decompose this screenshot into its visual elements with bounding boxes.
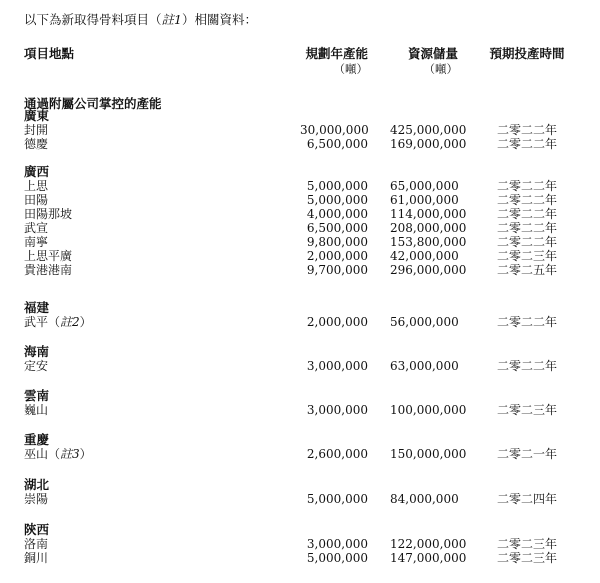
intro-suffix: ）相關資料： <box>181 12 257 27</box>
project-resources: 100,000,000 <box>390 403 467 417</box>
table-row <box>24 447 584 461</box>
project-note: 註3 <box>60 447 80 461</box>
project-note: 註2 <box>60 315 80 329</box>
province-name: 廣西 <box>24 164 50 179</box>
project-capacity: 9,700,000 <box>306 263 368 277</box>
project-capacity: 3,000,000 <box>306 537 368 551</box>
project-name: 上思 <box>24 179 49 193</box>
table-row <box>24 551 584 565</box>
project-capacity: 3,000,000 <box>306 403 368 417</box>
table-row <box>24 537 584 551</box>
project-resources: 150,000,000 <box>390 447 467 461</box>
project-resources: 296,000,000 <box>390 263 467 277</box>
project-name: 南寧 <box>24 235 49 249</box>
project-capacity: 5,000,000 <box>306 492 368 506</box>
project-name <box>24 315 92 329</box>
table-row <box>24 179 584 193</box>
province-group <box>24 164 584 277</box>
resources-unit: （噸） <box>423 62 458 76</box>
project-name: 巍山 <box>24 403 49 417</box>
province-group <box>24 344 584 373</box>
project-resources: 65,000,000 <box>390 179 459 193</box>
project-start-time: 二零二二年 <box>496 123 557 137</box>
project-name: 封開 <box>24 123 49 137</box>
table-row <box>24 403 584 417</box>
intro-text <box>24 10 257 28</box>
header-start-time: 預期投產時間 <box>489 46 565 61</box>
project-capacity: 9,800,000 <box>306 235 368 249</box>
project-start-time: 二零二三年 <box>496 537 557 551</box>
project-name-suffix: ） <box>79 447 92 461</box>
intro-prefix: 以下為新取得骨料項目（ <box>24 12 162 27</box>
project-start-time: 二零二二年 <box>496 137 557 151</box>
project-name: 定安 <box>24 359 49 373</box>
project-capacity: 2,000,000 <box>306 315 368 329</box>
project-resources: 153,800,000 <box>390 235 467 249</box>
province-name: 湖北 <box>24 477 50 492</box>
project-start-time: 二零二二年 <box>496 221 557 235</box>
project-name: 田陽 <box>24 193 49 207</box>
project-name: 武宣 <box>24 221 49 235</box>
project-capacity: 6,500,000 <box>306 137 368 151</box>
province-name: 雲南 <box>24 388 50 403</box>
table-row <box>24 193 584 207</box>
project-capacity: 3,000,000 <box>306 359 368 373</box>
table-row <box>24 263 584 277</box>
project-start-time: 二零二二年 <box>496 359 557 373</box>
header-resources: 資源儲量 <box>407 46 458 61</box>
project-name-suffix: ） <box>79 315 92 329</box>
province-name: 重慶 <box>24 432 50 447</box>
table-row <box>24 123 584 137</box>
project-capacity: 5,000,000 <box>306 179 368 193</box>
project-name: 洛南 <box>24 537 49 551</box>
project-resources: 42,000,000 <box>390 249 459 263</box>
project-start-time: 二零二二年 <box>496 193 557 207</box>
intro-note: 註1 <box>161 12 182 27</box>
project-capacity: 5,000,000 <box>306 193 368 207</box>
table-row <box>24 359 584 373</box>
project-capacity: 5,000,000 <box>306 551 368 565</box>
project-start-time: 二零二三年 <box>496 551 557 565</box>
project-name: 上思平廣 <box>24 249 73 263</box>
province-group <box>24 388 584 417</box>
project-start-time: 二零二三年 <box>496 403 557 417</box>
project-capacity: 2,000,000 <box>306 249 368 263</box>
province-name: 陝西 <box>24 522 50 537</box>
section-title: 通過附屬公司掌控的產能 <box>24 96 162 111</box>
project-name: 德慶 <box>24 137 49 151</box>
province-group <box>24 477 584 506</box>
project-start-time: 二零二五年 <box>496 263 557 277</box>
province-name: 海南 <box>24 344 50 359</box>
capacity-unit: （噸） <box>333 62 368 76</box>
project-resources: 122,000,000 <box>390 537 467 551</box>
project-start-time: 二零二二年 <box>496 235 557 249</box>
project-capacity: 6,500,000 <box>306 221 368 235</box>
table-row <box>24 221 584 235</box>
table-row <box>24 235 584 249</box>
province-name: 廣東 <box>24 108 50 123</box>
project-resources: 425,000,000 <box>390 123 467 137</box>
project-resources: 114,000,000 <box>390 207 467 221</box>
table-row <box>24 207 584 221</box>
table-row <box>24 249 584 263</box>
project-start-time: 二零二二年 <box>496 179 557 193</box>
header-capacity: 規劃年產能 <box>305 46 368 61</box>
project-resources: 61,000,000 <box>390 193 459 207</box>
project-name: 貴港港南 <box>24 263 73 277</box>
project-resources: 208,000,000 <box>390 221 467 235</box>
project-capacity: 2,600,000 <box>306 447 368 461</box>
project-name-text: 巫山（ <box>24 447 61 461</box>
table-row <box>24 492 584 506</box>
project-start-time: 二零二二年 <box>496 315 557 329</box>
project-name-text: 武平（ <box>24 315 61 329</box>
project-start-time: 二零二二年 <box>496 207 557 221</box>
project-capacity: 30,000,000 <box>300 123 369 137</box>
project-start-time: 二零二一年 <box>496 447 557 461</box>
project-name: 銅川 <box>24 551 49 565</box>
project-start-time: 二零二四年 <box>496 492 557 506</box>
project-resources: 84,000,000 <box>390 492 459 506</box>
project-resources: 63,000,000 <box>390 359 459 373</box>
province-group <box>24 300 584 329</box>
province-group <box>24 432 584 461</box>
project-start-time: 二零二三年 <box>496 249 557 263</box>
province-name: 福建 <box>24 300 50 315</box>
project-resources: 169,000,000 <box>390 137 467 151</box>
project-capacity: 4,000,000 <box>306 207 368 221</box>
province-group <box>24 108 584 151</box>
table-row <box>24 315 584 329</box>
project-resources: 147,000,000 <box>390 551 467 565</box>
project-resources: 56,000,000 <box>390 315 459 329</box>
header-location: 項目地點 <box>24 46 75 61</box>
project-name: 崇陽 <box>24 492 49 506</box>
table-row <box>24 137 584 151</box>
project-name <box>24 447 92 461</box>
province-group <box>24 522 584 565</box>
project-name: 田陽那坡 <box>24 207 73 221</box>
